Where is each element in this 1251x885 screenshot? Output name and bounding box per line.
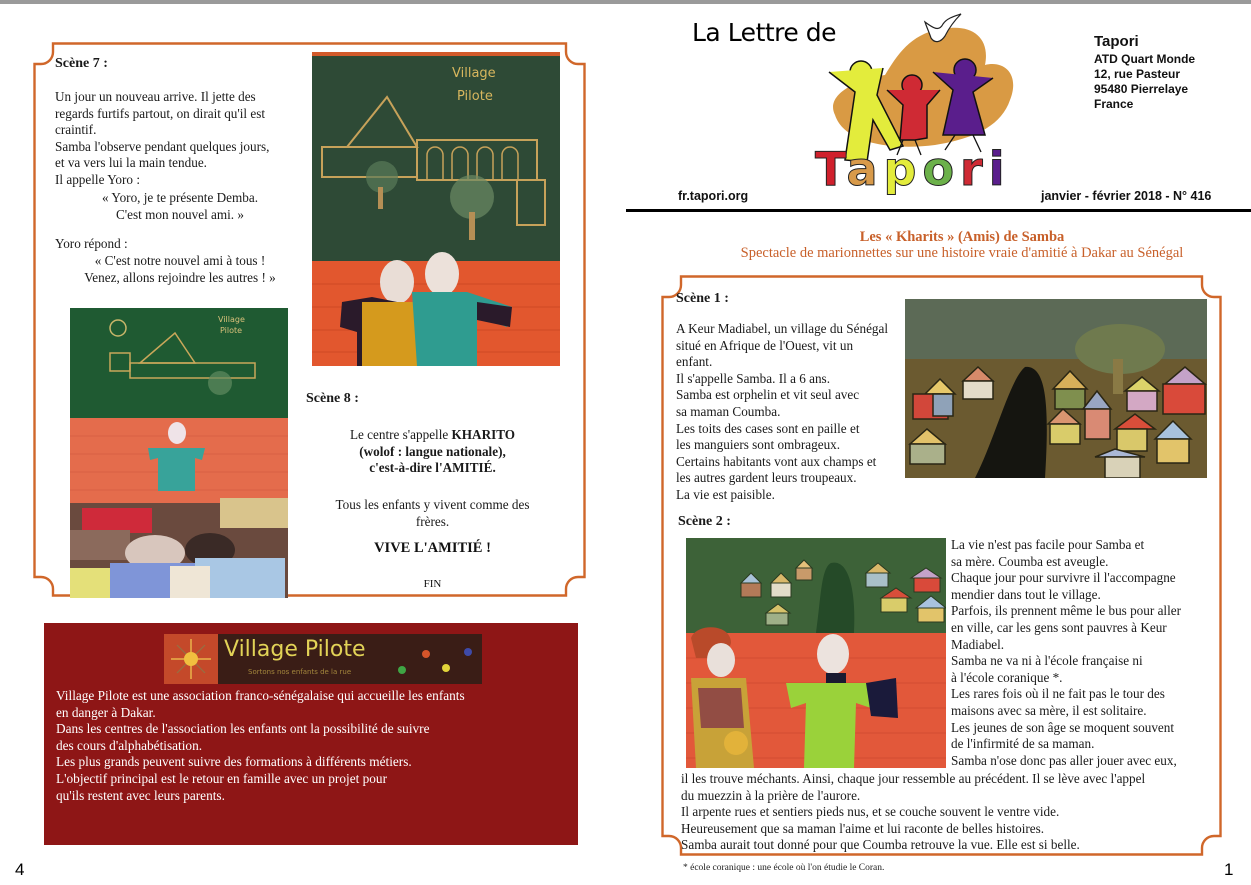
text-line: et va vers lui la main tendue.: [55, 155, 207, 171]
logo-letter-o: o: [922, 142, 961, 196]
logo-letter-a: a: [846, 142, 884, 196]
logo-letter-r: r: [960, 142, 989, 196]
text-line: de l'infirmité de sa maman.: [951, 736, 1095, 752]
text-line: La vie est paisible.: [676, 486, 775, 502]
text-span: Le centre s'appelle: [349, 427, 452, 442]
photo-puppets-scene-2: [686, 538, 946, 768]
scene-2-full-text: [681, 771, 1216, 854]
scene-8-end: FIN: [423, 578, 442, 590]
text-line: regards furtifs partout, on dirait qu'il est: [55, 105, 266, 121]
text-line: Samba l'observe pendant quelques jours,: [55, 138, 270, 154]
hand-print-icons: [394, 642, 479, 680]
village-pilote-logo: [164, 634, 482, 684]
text-line: les autres gardent leurs troupeaux.: [676, 470, 857, 486]
address-line: 95480 Pierrelaye: [1094, 82, 1189, 96]
scene-8-text: [300, 427, 565, 477]
text-line: frères.: [415, 513, 450, 529]
text-line: Les toits des cases sont en paille et: [676, 420, 860, 436]
text-line: Les jeunes de son âge se moquent souvent: [951, 719, 1175, 735]
svg-text:Village: Village: [452, 66, 496, 81]
logo-letter-i: i: [988, 142, 1011, 196]
text-line: C'est mon nouvel ami. »: [115, 206, 244, 222]
viewer-top-bar: [0, 0, 1251, 4]
scene-7-text: [55, 89, 305, 189]
village-pilote-description: [56, 688, 571, 804]
text-line: « C'est notre nouvel ami à tous !: [94, 253, 266, 268]
text-line: « Yoro, je te présente Demba.: [101, 190, 258, 205]
address-line: France: [1094, 97, 1134, 111]
photo-children-with-puppet: [70, 308, 288, 598]
text-line: Les plus grands peuvent suivre des formations à différents métiers.: [56, 754, 412, 770]
text-line: A Keur Madiabel, un village du Sénégal: [676, 321, 889, 336]
text-line: Parfois, ils prennent même le bus pour aller: [951, 603, 1181, 619]
text-line: La vie n'est pas facile pour Samba et: [951, 537, 1145, 552]
text-line: Samba est orphelin et vit seul avec: [676, 387, 860, 403]
text-line: du muezzin à la prière de l'aurore.: [681, 787, 861, 803]
address-line: 12, rue Pasteur: [1094, 67, 1181, 81]
text-line: Village Pilote est une association franco-sénégalaise qui accueille les enfants: [56, 688, 465, 703]
address-name: Tapori: [1094, 33, 1139, 50]
scene-2-title: Scène 2 :: [678, 514, 731, 529]
text-line: L'objectif principal est le retour en famille avec un projet pour: [56, 770, 387, 786]
text-line: Samba aurait tout donné pour que Coumba retrouve la vue. Elle est si belle.: [681, 837, 1080, 853]
text-line: [300, 427, 565, 444]
text-line: qu'ils restent avec leurs parents.: [56, 787, 225, 803]
text-line: en danger à Dakar.: [56, 704, 156, 720]
address-line: ATD Quart Monde: [1094, 52, 1196, 66]
masthead-kicker: La Lettre de: [692, 18, 836, 47]
text-line: Samba ne va ni à l'école française ni: [951, 653, 1143, 669]
text-line: Un jour un nouveau arrive. Il jette des: [55, 89, 256, 104]
village-pilote-logo-title: Village Pilote: [224, 637, 366, 662]
text-line: des cours d'alphabétisation.: [56, 737, 203, 753]
text-line: sa maman Coumba.: [676, 403, 781, 419]
text-line: Il s'appelle Samba. Il a 6 ans.: [676, 370, 830, 386]
text-line: Certains habitants vont aux champs et: [676, 453, 877, 469]
tapori-wordmark: [815, 142, 1025, 198]
photo-village-painting: [905, 299, 1207, 478]
scene-1-text: [676, 321, 906, 504]
text-line: sa mère. Coumba est aveugle.: [951, 553, 1109, 569]
logo-letter-t: T: [815, 142, 847, 196]
svg-text:Pilote: Pilote: [457, 89, 493, 104]
text-line: Les rares fois où il ne fait pas le tour des: [951, 686, 1165, 702]
scene-7-quote-2: [55, 253, 305, 286]
text-line: Il arpente rues et sentiers pieds nus, et se couche souvent le ventre vide.: [681, 804, 1060, 820]
text-line: maisons avec sa mère, il est solitaire.: [951, 702, 1147, 718]
footnote: * école coranique : une école où l'on étudie le Coran.: [683, 863, 885, 873]
scene-8-text-2: [300, 497, 565, 530]
sun-icon: [164, 634, 218, 684]
masthead-rule: [626, 209, 1251, 212]
scene-7-reply-intro: Yoro répond :: [55, 236, 128, 251]
logo-letter-p: p: [883, 142, 923, 196]
scene-7-title: Scène 7 :: [55, 56, 108, 71]
text-line: Madiabel.: [951, 636, 1005, 652]
text-line: en ville, car les gens sont pauvres à Keur: [951, 619, 1167, 635]
scene-1-title: Scène 1 :: [676, 291, 729, 306]
text-line: Samba n'ose donc pas aller jouer avec eux,: [951, 752, 1177, 768]
scene-2-side-text: [951, 537, 1216, 769]
article-subtitle: Spectacle de marionnettes sur une histoire vraie d'amitié à Dakar au Sénégal: [740, 245, 1184, 261]
scene-8-title: Scène 8 :: [306, 391, 359, 406]
svg-text:Village: Village: [218, 315, 245, 324]
village-pilote-logo-tagline: Sortons nos enfants de la rue: [248, 668, 352, 676]
text-line: enfant.: [676, 354, 713, 370]
text-line: Heureusement que sa maman l'aime et lui raconte de belles histoires.: [681, 820, 1045, 836]
text-line: mendier dans tout le village.: [951, 586, 1101, 602]
text-line: Chaque jour pour survivre il l'accompagne: [951, 570, 1176, 586]
page-number-right: 1: [1224, 860, 1234, 879]
text-line: craintif.: [55, 122, 97, 138]
text-line: c'est-à-dire l'AMITIÉ.: [369, 460, 496, 476]
scene-7-quote-1: [55, 190, 305, 223]
kharito-word: KHARITO: [451, 427, 516, 442]
issue-info: janvier - février 2018 - N° 416: [1041, 189, 1212, 203]
address-block: [1094, 33, 1195, 112]
text-line: Venez, allons rejoindre les autres ! »: [84, 269, 276, 285]
photo-puppets-chalkboard: [312, 52, 560, 366]
text-line: les manguiers sont ombrageux.: [676, 437, 841, 453]
text-line: situé en Afrique de l'Ouest, vit un: [676, 337, 854, 353]
text-line: Il appelle Yoro :: [55, 171, 140, 187]
text-line: Dans les centres de l'association les enfants ont la possibilité de suivre: [56, 721, 430, 737]
text-line: à l'école coranique *.: [951, 669, 1063, 685]
text-line: il les trouve méchants. Ainsi, chaque jour ressemble au précédent. Il se lève avec l'appel: [681, 771, 1146, 786]
scene-8-cheer: VIVE L'AMITIÉ !: [374, 540, 491, 556]
text-line: Tous les enfants y vivent comme des: [335, 497, 530, 512]
website-link[interactable]: fr.tapori.org: [678, 189, 749, 203]
text-line: (wolof : langue nationale),: [359, 443, 506, 459]
svg-text:Pilote: Pilote: [220, 326, 243, 335]
page-number-left: 4: [15, 860, 25, 879]
article-title: Les « Kharits » (Amis) de Samba: [859, 229, 1065, 245]
